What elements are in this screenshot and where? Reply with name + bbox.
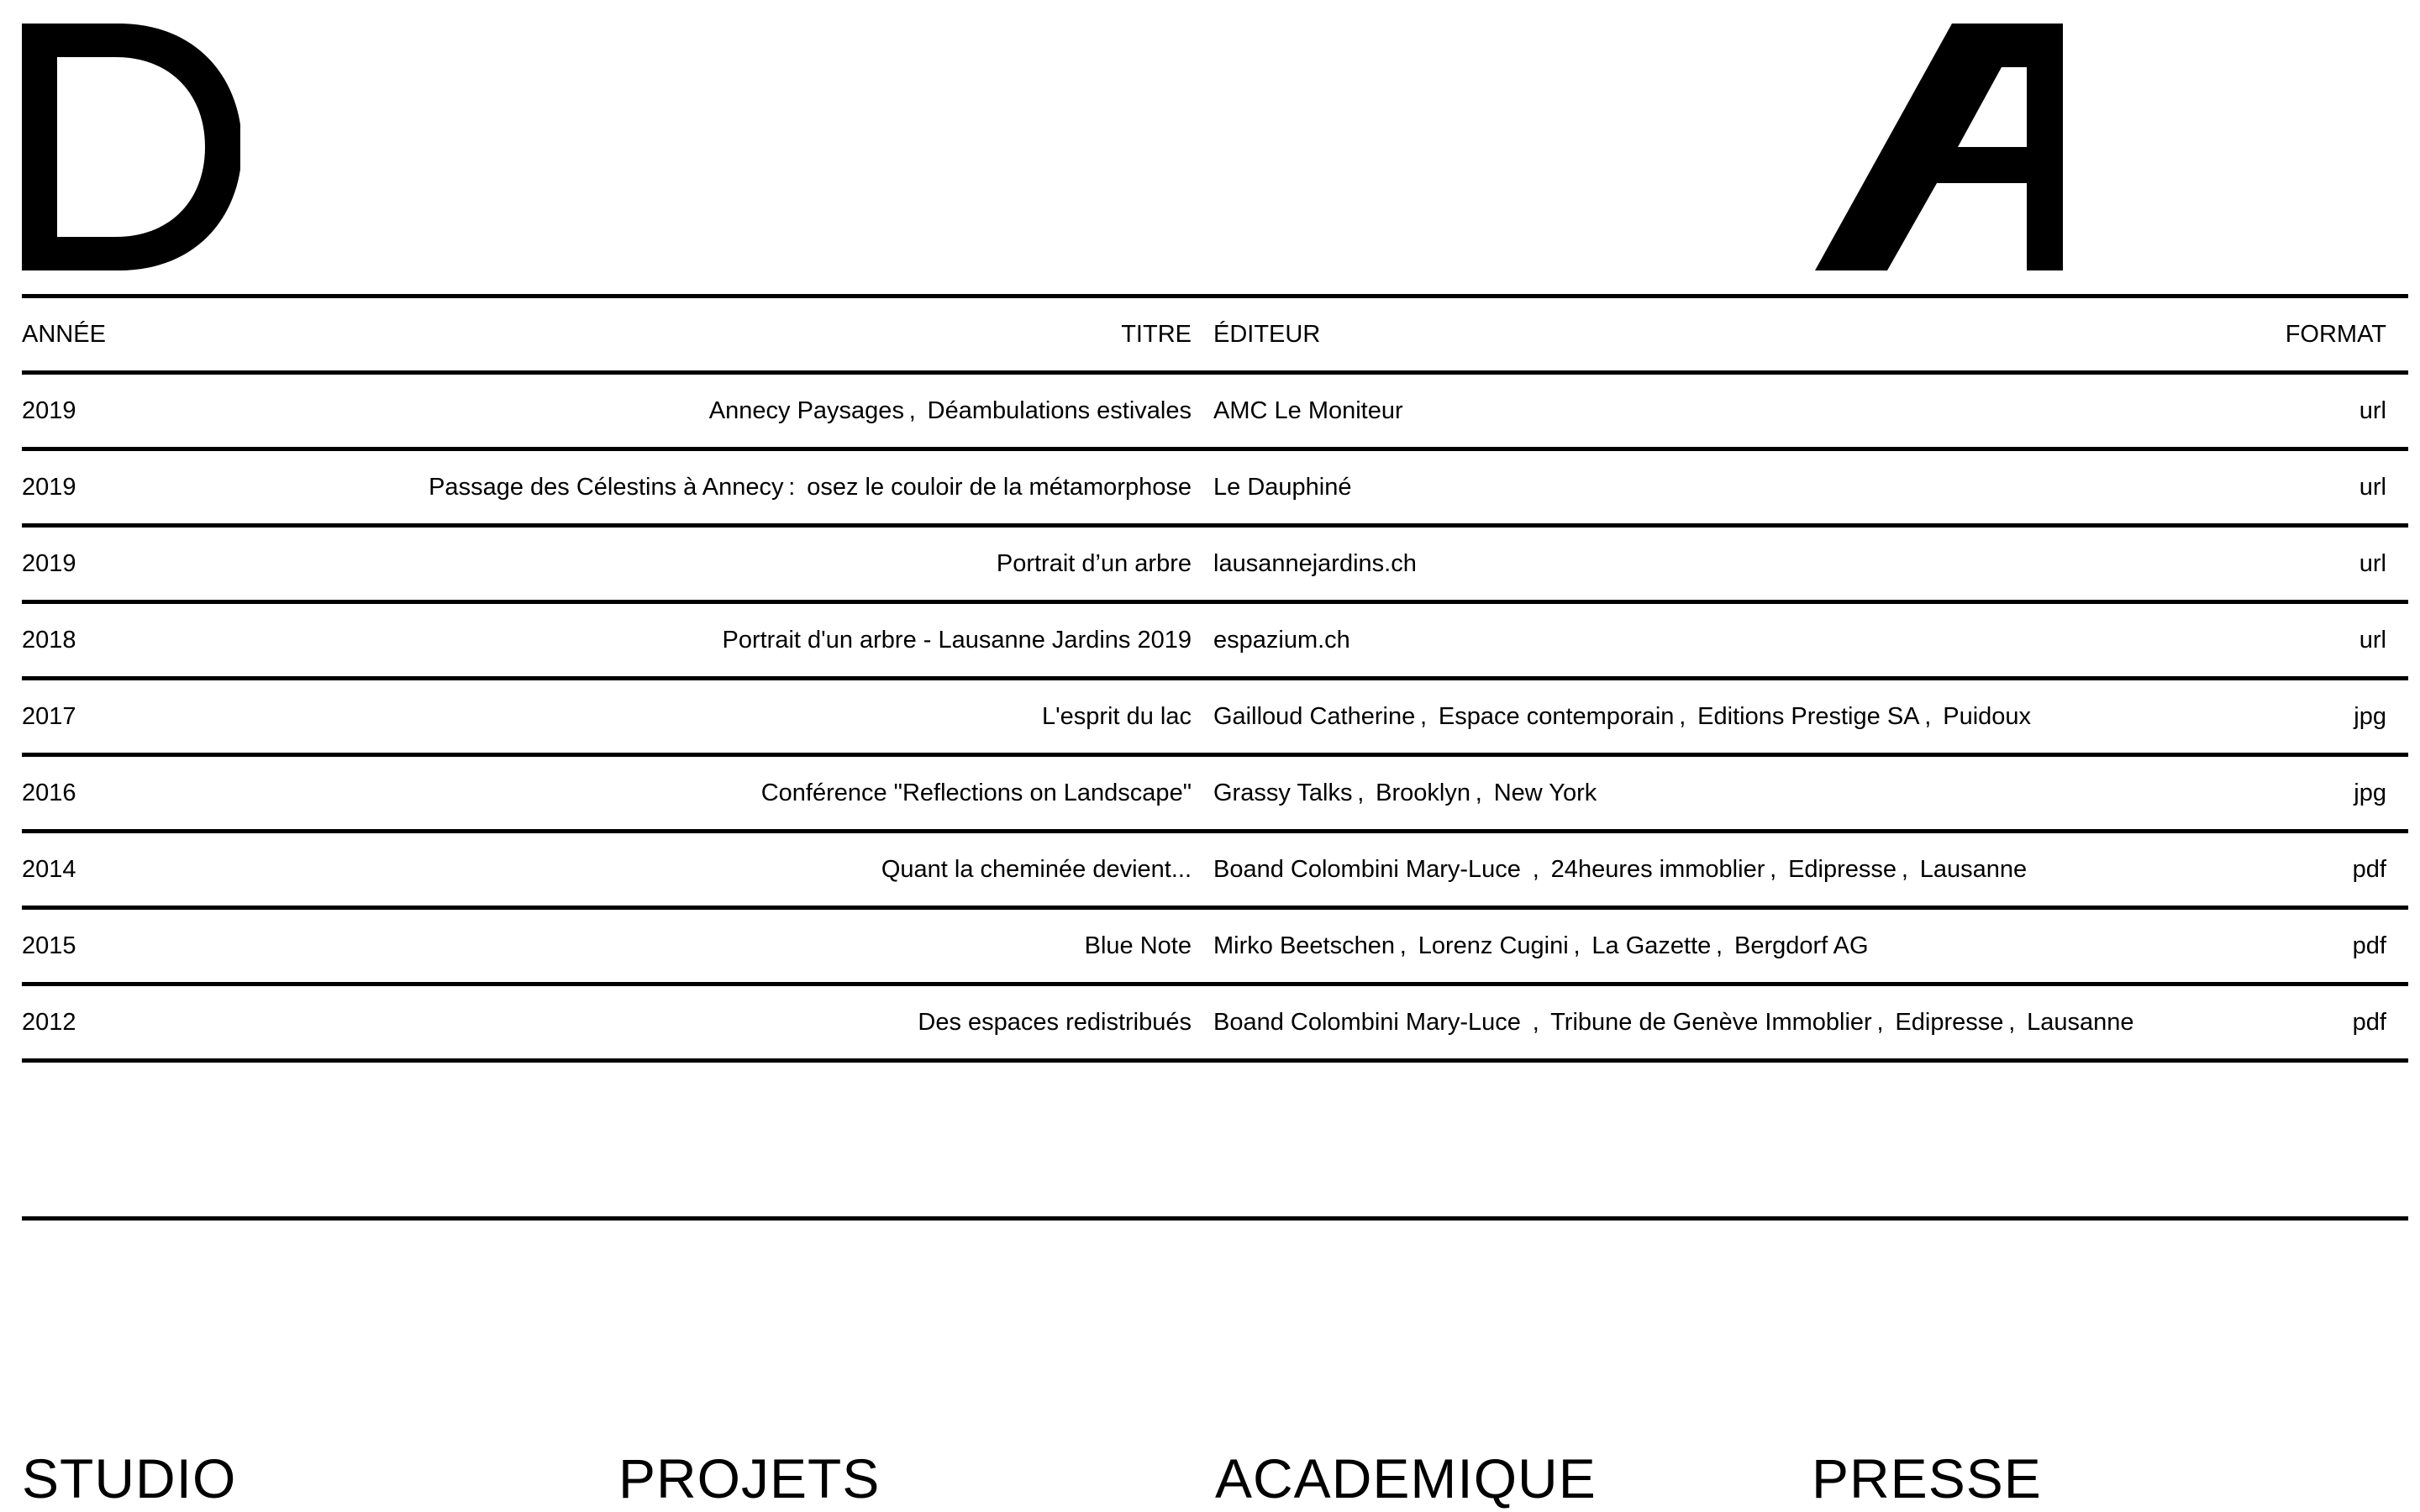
nav-studio-link[interactable]: STUDIO [22, 1447, 237, 1509]
row-year: 2019 [22, 474, 76, 501]
row-format-link[interactable]: jpg [2354, 703, 2386, 730]
header-title[interactable]: TITRE [1121, 321, 1192, 348]
table-row[interactable] [22, 757, 2408, 833]
row-year: 2015 [22, 932, 76, 959]
row-format-link[interactable]: pdf [2352, 1009, 2386, 1036]
row-year: 2012 [22, 1009, 76, 1036]
nav-presse-link[interactable]: PRESSE [1812, 1447, 2042, 1509]
row-title: L'esprit du lac [1041, 703, 1192, 730]
table-row[interactable] [22, 375, 2408, 451]
row-format-link[interactable]: pdf [2352, 932, 2386, 959]
row-editor: Boand Colombini Mary-Luce , Tribune de Genève Immoblier , Edipresse , Lausanne [1213, 1009, 2134, 1036]
row-editor: espazium.ch [1213, 627, 1350, 654]
row-editor: Mirko Beetschen , Lorenz Cugini , La Gazette , Bergdorf AG [1213, 932, 1869, 959]
row-editor: Le Dauphiné [1213, 474, 1352, 501]
bottom-nav [0, 1432, 2420, 1512]
table-row[interactable] [22, 680, 2408, 757]
row-title: Quant la cheminée devient... [881, 856, 1192, 883]
row-year: 2019 [22, 550, 76, 577]
press-table [22, 294, 2408, 1063]
row-title: Blue Note [1084, 932, 1192, 959]
row-title: Des espaces redistribués [918, 1009, 1192, 1036]
table-row[interactable] [22, 604, 2408, 680]
table-row[interactable] [22, 910, 2408, 986]
row-editor: AMC Le Moniteur [1213, 397, 1403, 424]
row-format-link[interactable]: url [2359, 550, 2386, 577]
nav-academique-link[interactable]: ACADEMIQUE [1215, 1447, 1597, 1509]
row-format-link[interactable]: url [2359, 474, 2386, 501]
row-year: 2014 [22, 856, 76, 883]
row-year: 2018 [22, 627, 76, 654]
row-editor: lausannejardins.ch [1213, 550, 1417, 577]
header-format[interactable]: FORMAT [2285, 321, 2386, 348]
table-row[interactable] [22, 833, 2408, 910]
row-year: 2016 [22, 780, 76, 806]
logo-a-letter[interactable] [1815, 0, 2092, 277]
row-editor: Boand Colombini Mary-Luce , 24heures immoblier , Edipresse , Lausanne [1213, 856, 2028, 883]
header-year[interactable]: ANNÉE [22, 321, 106, 348]
row-editor: Gailloud Catherine , Espace contemporain , Editions Prestige SA , Puidoux [1213, 703, 2032, 730]
table-header-row [22, 298, 2408, 375]
section-divider [22, 1216, 2408, 1221]
nav-projets-link[interactable]: PROJETS [618, 1447, 881, 1509]
table-row[interactable] [22, 528, 2408, 604]
row-format-link[interactable]: url [2359, 397, 2386, 424]
row-title: Portrait d'un arbre - Lausanne Jardins 2019 [722, 627, 1192, 654]
row-editor: Grassy Talks , Brooklyn , New York [1213, 780, 1597, 806]
row-year: 2019 [22, 397, 76, 424]
row-title: Portrait d’un arbre [996, 550, 1192, 577]
table-row[interactable] [22, 451, 2408, 528]
row-title: Passage des Célestins à Annecy : osez le couloir de la métamorphose [429, 474, 1192, 501]
table-row[interactable] [22, 986, 2408, 1063]
row-year: 2017 [22, 703, 76, 730]
row-format-link[interactable]: url [2359, 627, 2386, 654]
row-format-link[interactable]: pdf [2352, 856, 2386, 883]
row-format-link[interactable]: jpg [2354, 780, 2386, 806]
header-editor[interactable]: ÉDITEUR [1213, 321, 1321, 348]
logo-d-letter[interactable] [22, 0, 240, 277]
row-title: Conférence "Reflections on Landscape" [760, 780, 1192, 806]
row-title: Annecy Paysages , Déambulations estivales [708, 397, 1192, 424]
